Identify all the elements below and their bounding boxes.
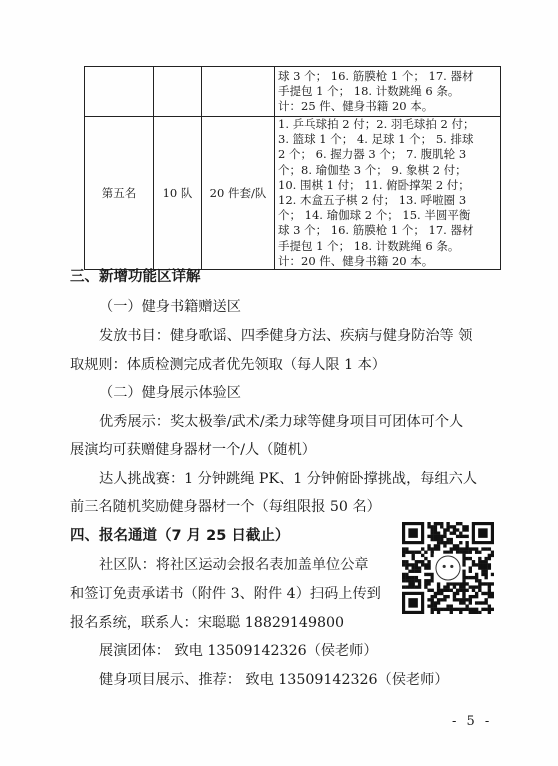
item-line: 10. 围棋 1 付； 11. 俯卧撑架 2 付； — [278, 177, 470, 192]
subsection-fitness-show: （二）健身展示体验区 — [99, 385, 241, 401]
item-line: 手提包 1 个； 18. 计数跳绳 6 条。 — [278, 83, 460, 98]
subsection-book-gift: （一）健身书籍赠送区 — [99, 299, 241, 315]
paragraph-line: 展演均可获赠健身器材一个/人（随机） — [70, 442, 316, 458]
item-line: 手提包 1 个； 18. 计数跳绳 6 条。 — [278, 238, 460, 253]
table-row — [85, 67, 501, 117]
item-line: 计：20 件、健身书籍 20 本。 — [278, 253, 434, 268]
items-cell — [275, 117, 501, 270]
rank-cell: 第五名 — [85, 117, 154, 270]
item-line: 2 个； 6. 握力器 3 个； 7. 腹肌轮 3 — [278, 147, 467, 162]
table-cell-items — [275, 67, 501, 117]
paragraph-line: 健身项目展示、推荐： 致电 13509142326（侯老师） — [99, 672, 449, 688]
item-line: 12. 木盒五子棋 2 付； 13. 呼啦圈 3 — [278, 193, 467, 207]
item-line: 球 3 个； 16. 筋膜枪 1 个； 17. 器材 — [278, 223, 474, 238]
paragraph-line: 达人挑战赛：1 分钟跳绳 PK、1 分钟俯卧撑挑战，每组六人 — [99, 471, 478, 487]
paragraph-line: 社区队：将社区运动会报名表加盖单位公章 — [99, 557, 369, 573]
page-number: - 5 - — [452, 714, 493, 729]
table-cell-sets — [202, 67, 275, 117]
paragraph-line: 和签订免责承诺书（附件 3、附件 4）扫码上传到 — [70, 586, 381, 602]
item-line: 个； 14. 瑜伽球 2 个； 15. 半圆平衡 — [278, 208, 471, 223]
item-line: 3. 篮球 1 个； 4. 足球 1 个； 5. 排球 — [278, 132, 474, 147]
paragraph-line: 展演团体： 致电 13509142326（侯老师） — [99, 643, 378, 659]
paragraph-line: 取规则：体质检测完成者优先领取（每人限 1 本） — [70, 357, 386, 373]
section-3-heading: 三、新增功能区详解 — [70, 269, 201, 285]
paragraph-line: 优秀展示：奖太极拳/武术/柔力球等健身项目可团体可个人 — [99, 414, 464, 430]
item-line: 计：25 件、健身书籍 20 本。 — [278, 99, 434, 114]
sets-cell: 20 件套/队 — [202, 117, 275, 270]
teams-cell: 10 队 — [154, 117, 202, 270]
qr-code-icon — [402, 522, 494, 614]
paragraph-line: 发放书目：健身歌谣、四季健身方法、疾病与健身防治等 领 — [99, 328, 473, 344]
paragraph-line: 报名系统，联系人：宋聪聪 18829149800 — [70, 615, 345, 631]
prize-table — [84, 66, 501, 270]
table-cell-teams — [154, 67, 202, 117]
paragraph-line: 前三名随机奖励健身器材一个（每组限报 50 名） — [70, 499, 381, 515]
item-line: 球 3 个； 16. 筋膜枪 1 个； 17. 器材 — [278, 68, 474, 83]
registration-qr-code[interactable] — [402, 522, 494, 614]
table-cell-rank — [85, 67, 154, 117]
section-4-heading: 四、报名通道（7 月 25 日截止） — [70, 528, 290, 544]
table-row — [85, 117, 501, 270]
item-line: 1. 乒乓球拍 2 付；2. 羽毛球拍 2 付； — [278, 117, 475, 132]
item-line: 个；8. 瑜伽垫 3 个； 9. 象棋 2 付； — [278, 162, 467, 177]
